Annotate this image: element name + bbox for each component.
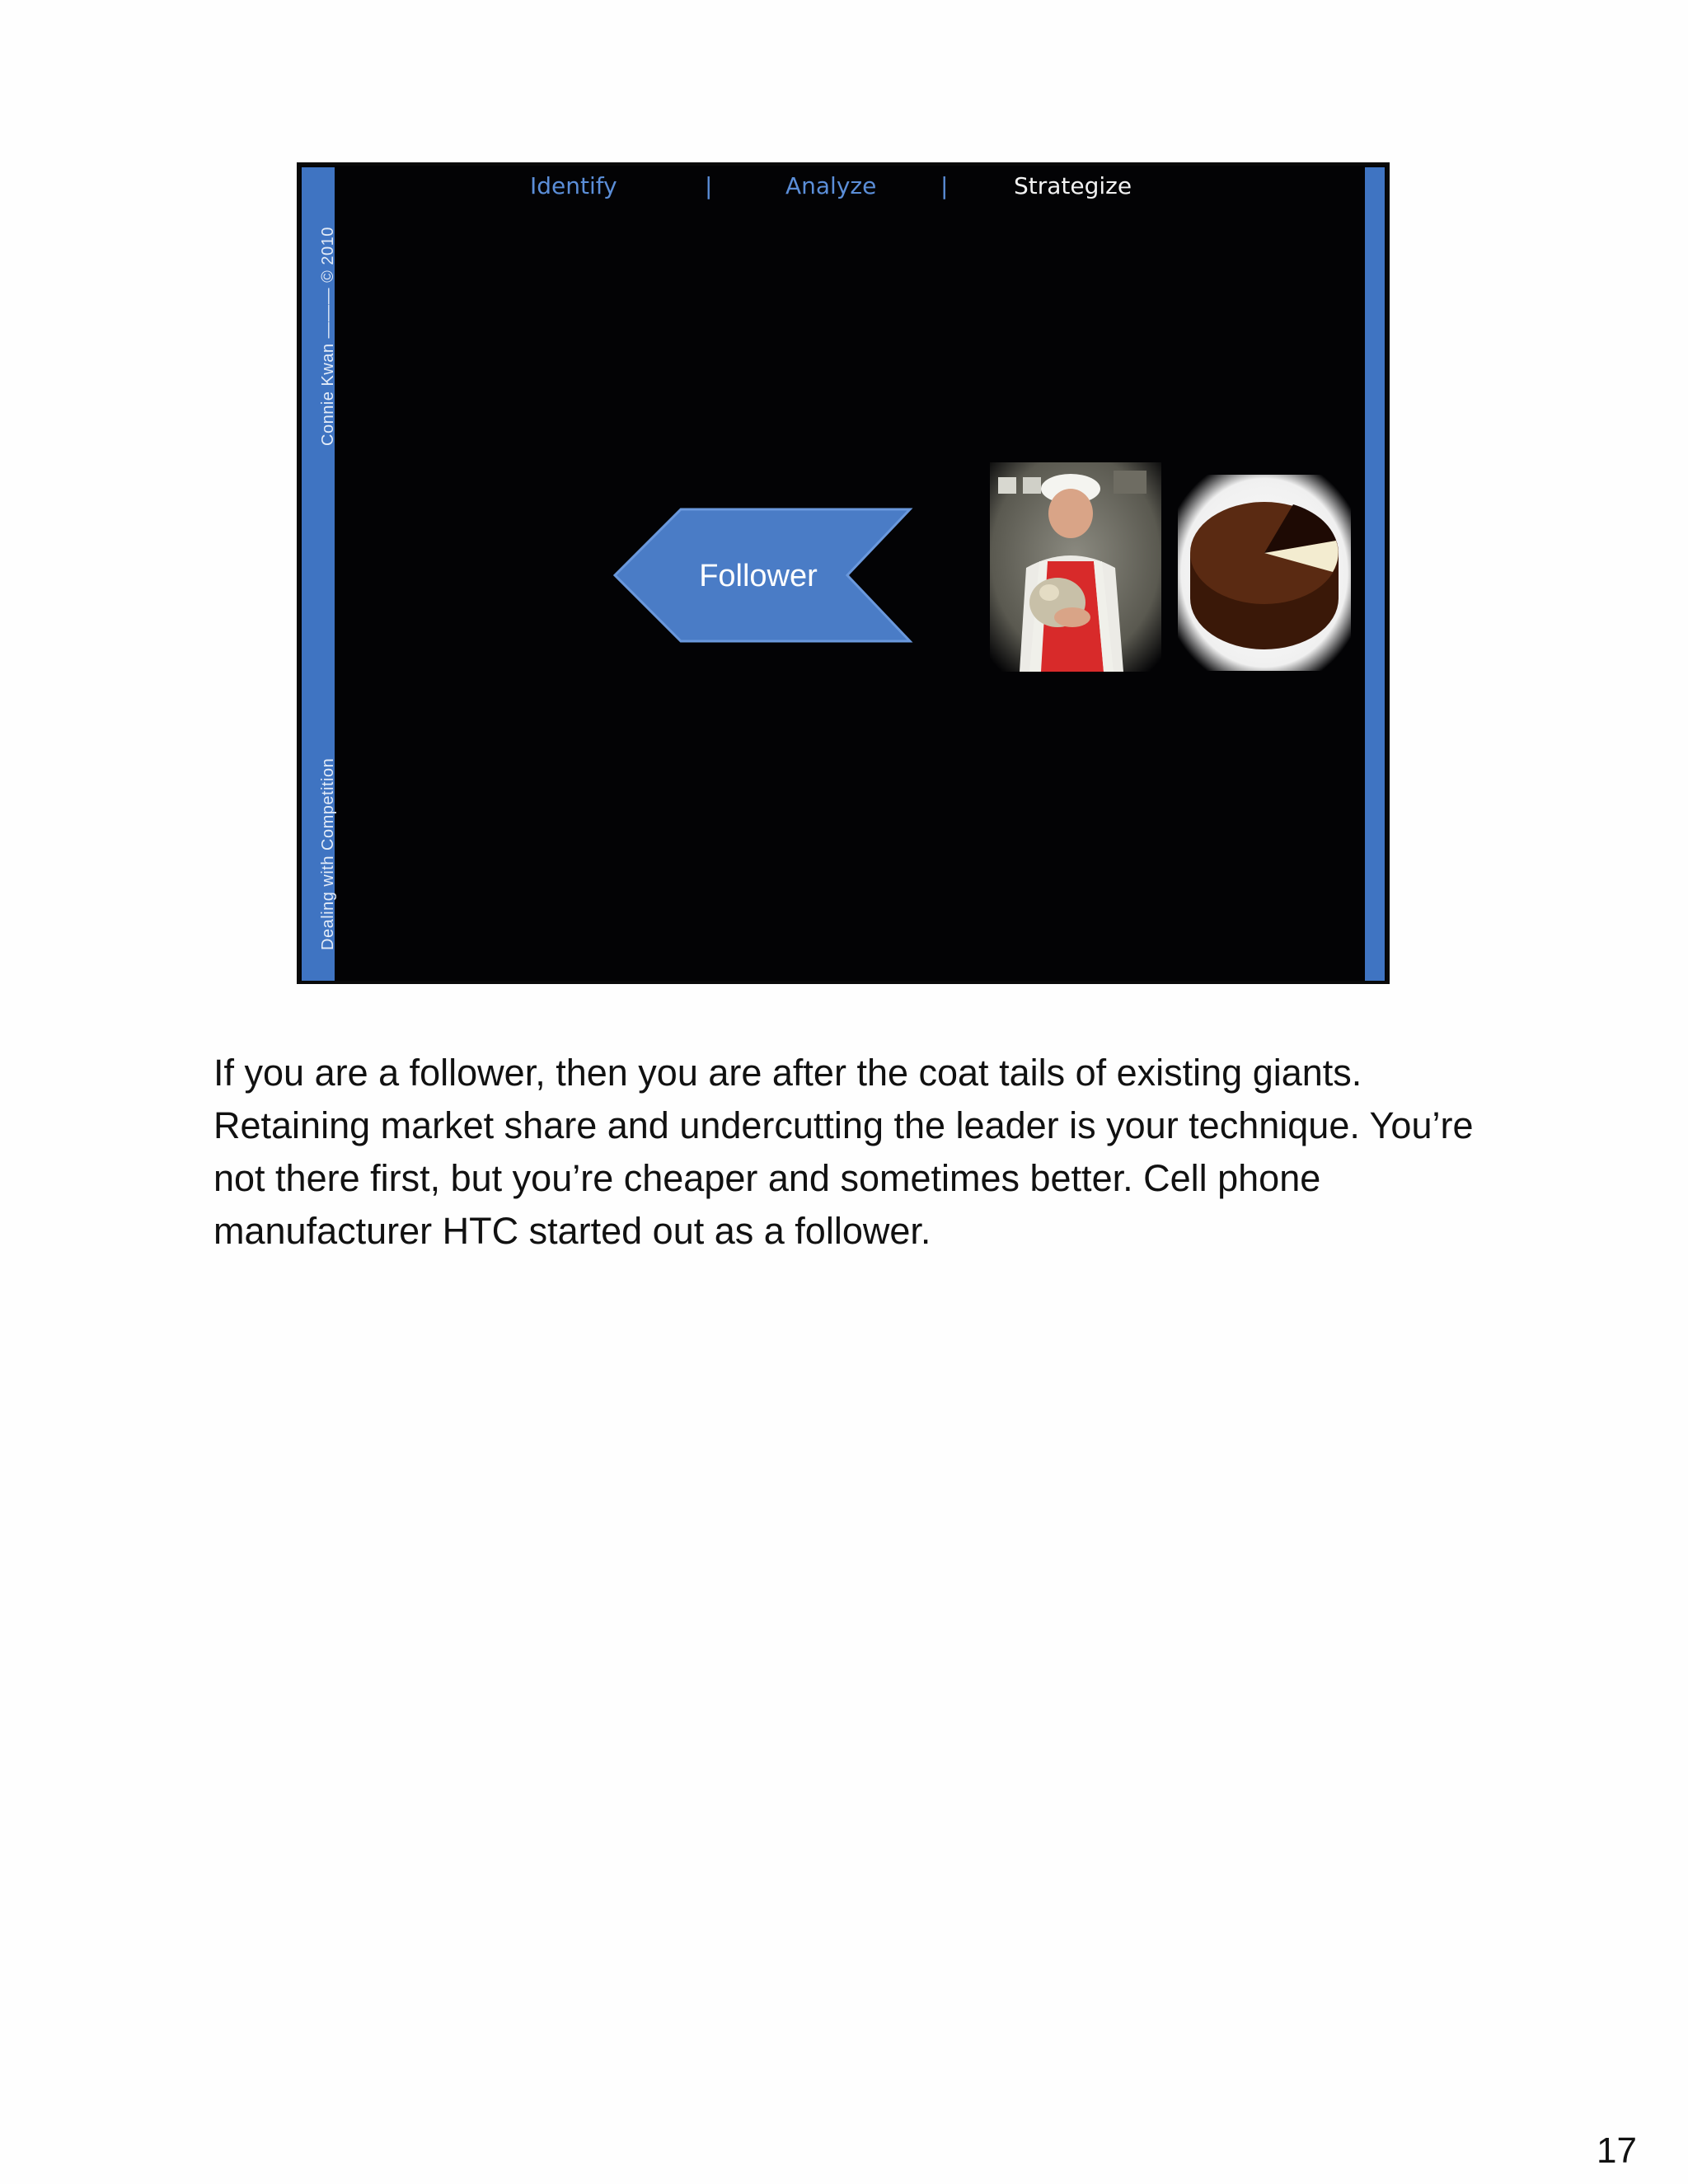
page-number: 17 (1597, 2130, 1637, 2171)
follower-arrow (612, 506, 917, 646)
chef-photo (990, 462, 1161, 672)
nav-analyze: Analyze (785, 172, 877, 199)
pie-chart-image (1178, 475, 1351, 671)
right-sidebar (1365, 167, 1385, 982)
nav-separator: | (940, 172, 949, 199)
slide-nav (300, 172, 1386, 209)
follower-arrow-label: Follower (699, 559, 818, 593)
sidebar-course-title: Dealing with Competition (319, 757, 337, 950)
nav-identify: Identify (530, 172, 617, 199)
left-sidebar (302, 167, 335, 982)
nav-strategize: Strategize (1014, 172, 1132, 199)
slide (297, 162, 1390, 984)
notes-text: If you are a follower, then you are after the coat tails of existing giants. Retaining market share and undercutting the leader is your technique. You’re not there first, but you’re cheaper and sometimes better. Cell phone manufacturer HTC started out as a follower. (213, 1052, 1474, 1252)
sidebar-author-credit: Connie Kwan ——— © 2010 (319, 227, 337, 446)
nav-separator: | (705, 172, 713, 199)
